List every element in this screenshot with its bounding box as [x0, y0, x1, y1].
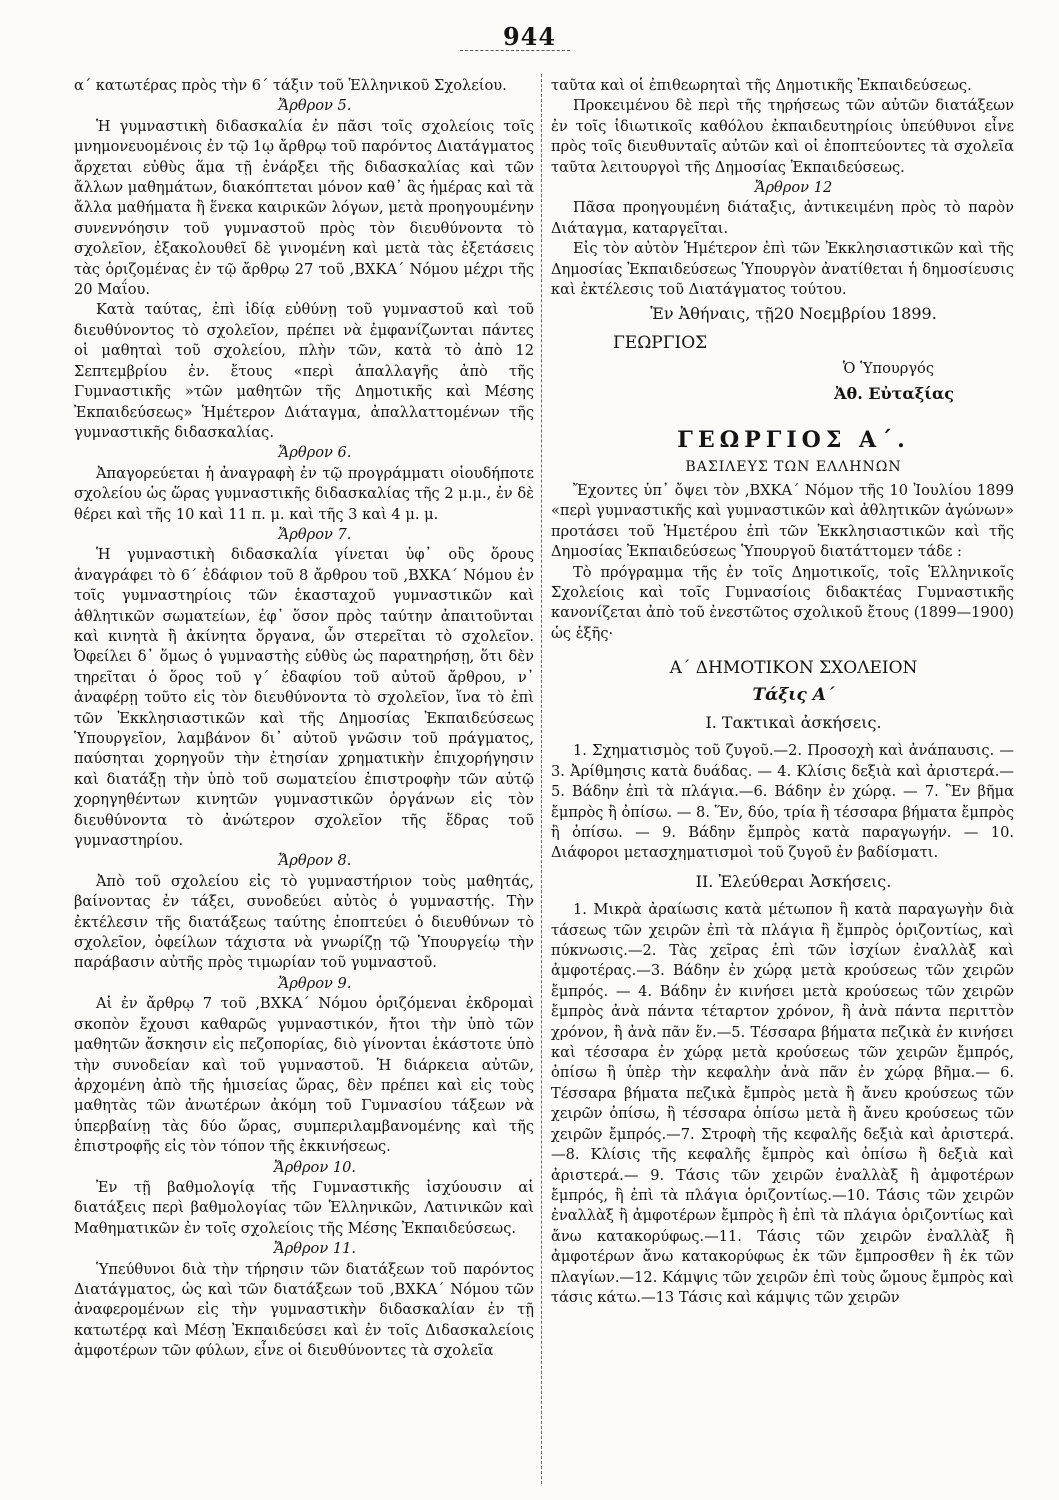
paragraph: Ἡ γυμναστικὴ διδασκαλία γίνεται ὑφ᾿ οὓς ὅρους ἀναγράφει τὸ 6΄ ἐδάφιον τοῦ 8 ἄρθρου τοῦ ,ΒΧΚΑ΄ Νόμου ἐν τοῖς γυμναστηρίοις τῶν ἑκασταχοῦ γυμναστικῶν καὶ ἀθλητικῶν σωματείων, ἐφ᾿ ὅσον πρὸς ταύτην ἀπαιτοῦνται καὶ κινητὰ ἢ ἀκίνητα ὄργανα, ὧν στερεῖται τὸ σχολεῖον. Ὀφείλει δ᾿ ὅμως ὁ γυμναστὴς εὐθὺς ὡς παρατηρήσῃ, ὅτι δὲν τηρεῖται ὁ ὅρος τοῦ γ΄ ἐδαφίου τοῦ αὐτοῦ ἄρθρου, ν᾿ ἀναφέρῃ τοῦτο εἰς τὸν διευθύνοντα τὸ σχολεῖον, ἵνα τὸ ἐπὶ τῶν Ἐκκλησιαστικῶν καὶ τῆς Δημοσίας Ἐκπαιδεύσεως Ὑπουργεῖον, λαμβάνον δι᾿ αὐτοῦ γνῶσιν τοῦ πράγματος, παύσηται χορηγοῦν τὴν ἐτησίαν χρηματικὴν ἐπιχορήγησιν καὶ διατάξῃ τὴν ὑπὸ τοῦ σωματείου ἐπιστροφὴν τῶν αὐτῷ χορηγηθέντων κινητῶν γυμναστικῶν ὀργάνων εἰς τὸν διευθύνοντα τὸ ἀνώτερον σχολεῖον τῆς ἕδρας τοῦ γυμναστηρίου. — [74, 546, 534, 850]
king-signature: ΓΕΩΡΓΙΟΣ — [613, 332, 708, 353]
section-heading-2: ΙΙ. Ἐλεύθεραι Ἀσκήσεις. — [695, 871, 892, 891]
paragraph: Πᾶσα προηγουμένη διάταξις, ἀντικειμένη πρὸς τὸ παρὸν Διάταγμα, καταργεῖται. — [551, 199, 1014, 237]
date-line: Ἐν Ἀθήναις, τῇ20 Νοεμβρίου 1899. — [650, 304, 937, 324]
left-column — [74, 76, 534, 1486]
paragraph: Ἀπαγορεύεται ἡ ἀναγραφὴ ἐν τῷ προγράμματι οἱουδήποτε σχολείου ὡς ὥρας γυμναστικῆς διδασκαλίας τῆς 2 μ.μ., ἐν δὲ θέρει καὶ τῆς 10 καὶ 11 π. μ. καὶ τῆς 3 καὶ 4 μ. μ. — [74, 464, 534, 523]
paragraph: Ἐν τῇ βαθμολογίᾳ τῆς Γυμναστικῆς ἰσχύουσιν αἱ διατάξεις περὶ βαθμολογίας τῶν Ἑλληνικῶν, Λατινικῶν καὶ Μαθηματικῶν ἐν τοῖς σχολείοις τῆς Μέσης Ἐκπαιδεύσεως. — [74, 1178, 534, 1237]
article-heading-12: Ἄρθρον 12 — [754, 179, 833, 197]
section-heading-1: Ι. Τακτικαὶ ἀσκήσεις. — [705, 712, 882, 732]
paragraph: Ὑπεύθυνοι διὰ τὴν τήρησιν τῶν διατάξεων τοῦ παρόντος Διατάγματος, ὡς καὶ τῶν διατάξεων τοῦ ,ΒΧΚΑ΄ Νόμου τῶν ἀναφερομένων εἰς τὴν γυμναστικὴν διδασκαλίαν ἐν τῇ κατωτέρᾳ καὶ Μέσῃ Ἐκπαιδεύσει καὶ ἐν τοῖς Διδασκαλείοις ἀμφοτέρων τῶν φύλων, εἶνε οἱ διευθύνοντες τὰ σχολεῖα — [74, 1260, 534, 1360]
minister-name: Ἀθ. Εὐταξίας — [834, 383, 954, 403]
minister-title: Ὁ Ὑπουργός — [842, 360, 934, 378]
paragraph: 1. Σχηματισμὸς τοῦ ζυγοῦ.—2. Προσοχὴ καὶ ἀνάπαυσις. — 3. Ἀρίθμησις κατὰ δυάδας. — 4. Κλίσις δεξιὰ καὶ ἀριστερά.—5. Βάδην ἐπὶ τὰ πλάγια.—6. Βάδην ἐν χώρᾳ. — 7. Ἓν βῆμα ἔμπρὸς ἢ ὀπίσω. — 8. Ἕν, δύο, τρία ἢ τέσσαρα βήματα ἔμπρὸς ἢ ὀπίσω. — 9. Βάδην ἔμπρὸς κατὰ παραγωγήν. — 10. Διάφοροι μετασχηματισμοὶ τοῦ ζυγοῦ ἐν βαδίσματι. — [551, 742, 1014, 862]
paragraph: ταῦτα καὶ οἱ ἐπιθεωρηταὶ τῆς Δημοτικῆς Ἐκπαιδεύσεως. — [551, 77, 972, 94]
paragraph: Ἔχοντες ὑπ᾿ ὄψει τὸν ,ΒΧΚΑ΄ Νόμον τῆς 10 Ἰουλίου 1899 «περὶ γυμναστικῆς καὶ γυμναστικῶν καὶ ἀθλητικῶν ἀγώνων» προτάσει τοῦ Ἡμετέρου ἐπὶ τῶν Ἐκκλησιαστικῶν καὶ τῆς Δημοσίας Ἐκπαιδεύσεως Ὑπουργοῦ διατάττομεν τάδε : — [551, 481, 1014, 561]
paragraph: Τὸ πρόγραμμα τῆς ἐν τοῖς Δημοτικοῖς, τοῖς Ἑλληνικοῖς Σχολείοις καὶ τοῖς Γυμνασίοις διδακτέας Γυμναστικῆς κανονίζεται ἀπὸ τοῦ ἐνεστῶτος σχολικοῦ ἔτους (1899—1900) ὡς ἑξῆς· — [551, 563, 1014, 642]
article-heading-6: Ἄρθρον 6. — [278, 444, 352, 462]
article-heading-10: Ἄρθρον 10. — [273, 1158, 357, 1176]
paragraph: Κατὰ ταύτας, ἐπὶ ἰδίᾳ εὐθύνῃ τοῦ γυμναστοῦ καὶ τοῦ διευθύνοντος τὸ σχολεῖον, πρέπει νὰ ἐμφανίζωνται πάντες οἱ μαθηταὶ τοῦ σχολείου, πλὴν τῶν, κατὰ τὸ ἀπὸ 12 Σεπτεμβρίου ἐν. ἔτους «περὶ ἀπαλλαγῆς ἀπὸ τῆς Γυμναστικῆς »τῶν μαθητῶν τῆς Δημοτικῆς καὶ Μέσης Ἐκπαιδεύσεως» Ἡμέτερον Διάταγμα, ἀπαλλαττομένων τῆς γυμναστικῆς διδασκαλίας. — [74, 301, 534, 441]
paragraph: Αἱ ἐν ἄρθρῳ 7 τοῦ ,ΒΧΚΑ΄ Νόμου ὁριζόμεναι ἐκδρομαὶ σκοπὸν ἔχουσι καθαρῶς γυμναστικόν, ἤτοι τὴν ὑπὸ τῶν μαθητῶν ἄσκησιν εἰς πεζοπορίας, διὸ γίνονται ἑκάστοτε ὑπὸ τὴν συνοδείαν καὶ τοῦ γυμναστοῦ. Ἡ διάρκεια αὐτῶν, ἀρχομένη ἀπὸ τῆς ἡμισείας ὥρας, δὲν πρέπει καὶ εἰς τοὺς μαθητὰς τῶν ἀνωτέρων ἀκόμη τοῦ Γυμνασίου τάξεων νὰ ὑπερβαίνῃ τὰς δύο ὥρας, συμπεριλαμβανομένης καὶ τῆς ἐπιστροφῆς εἰς τὸν τόπον τῆς ἐκκινήσεως. — [74, 995, 534, 1156]
paragraph: α΄ κατωτέρας πρὸς τὴν 6΄ τάξιν τοῦ Ἑλληνικοῦ Σχολείου. — [74, 77, 507, 94]
decree-subtitle: ΒΑΣΙΛΕΥΣ ΤΩΝ ΕΛΛΗΝΩΝ — [685, 458, 902, 475]
paragraph: Ἡ γυμναστικὴ διδασκαλία ἐν πᾶσι τοῖς σχολείοις τοῖς μνημονευομένοις ἐν τῷ 1ῳ ἄρθρῳ τοῦ παρόντος Διατάγματος ἄρχεται εὐθὺς ἅμα τῇ ἐνάρξει τῆς διδασκαλίας καὶ τῶν ἄλλων μαθημάτων, διακόπτεται μόνον καθ᾿ ἃς ἡμέρας καὶ τὰ ἄλλα μαθήματα ἢ ἕνεκα καιρικῶν λόγων, μετὰ προηγουμένην συνεννόησιν τοῦ γυμναστοῦ πρὸς τὸν διευθύνοντα τὸ σχολεῖον, ἐξακολουθεῖ δὲ γινομένη καὶ μετὰ τὰς ἐξετάσεις τὰς ὁριζομένας ἐν τῷ ἄρθρῳ 27 τοῦ ,ΒΧΚΑ΄ Νόμου μέχρι τῆς 20 Μαΐου. — [74, 117, 534, 299]
class-heading: Τάξις Α΄ — [752, 684, 835, 705]
right-column — [551, 76, 1014, 1486]
paragraph: Προκειμένου δὲ περὶ τῆς τηρήσεως τῶν αὐτῶν διατάξεων ἐν τοῖς ἰδιωτικοῖς καθόλου ἐκπαιδευτηρίοις ὑπεύθυνοι εἶνε πρὸς τοῖς διευθυνταῖς αὐτῶν καὶ οἱ ἐποπτεύοντες τὰ σχολεῖα ταῦτα λειτουργοὶ τῆς Δημοσίας Ἐκπαιδεύσεως. — [551, 97, 1014, 176]
paragraph: 1. Μικρὰ ἀραίωσις κατὰ μέτωπον ἢ κατὰ παραγωγὴν διὰ τάσεως τῶν χειρῶν ἐπὶ τὰ πλάγια ἢ ἔμπρὸς ὁριζοντίως, καὶ πύκνωσις.—2. Τὰς χεῖρας ἐπὶ τῶν ἰσχίων ἐναλλὰξ καὶ ἀμφοτέρας.—3. Βάδην ἐν χώρᾳ μετὰ κρούσεως τῶν χειρῶν ἔμπρός. — 4. Βάδην ἐν κινήσει μετὰ κρούσεως τῶν χειρῶν ἔμπρὸς ἀνὰ πάντα τέταρτον χρόνον, ἢ ἀνὰ πάντα περιττὸν χρόνον, ἢ ἀνὰ πᾶν ἕν.—5. Τέσσαρα βήματα πεζικὰ ἐν κινήσει καὶ τέσσαρα ἐν χώρᾳ μετὰ κρούσεως τῶν χειρῶν ἔμπρός, ὀπίσω ἢ ὑπὲρ τὴν κεφαλὴν ἀνὰ πᾶν ἐν χώρᾳ βῆμα.— 6. Τέσσαρα βήματα πεζικὰ ἔμπρὸς μετὰ ἢ ἄνευ κρούσεως τῶν χειρῶν ὀπίσω, ἢ τέσσαρα ὀπίσω μετὰ ἢ ἄνευ κρούσεως τῶν χειρῶν ἔμπρός.—7. Στροφὴ τῆς κεφαλῆς δεξιὰ καὶ ἀριστερά.—8. Κλίσις τῆς κεφαλῆς ἔμπρὸς καὶ ὀπίσω ἢ δεξιὰ καὶ ἀριστερά.— 9. Τάσις τῶν χειρῶν ἐναλλὰξ ἢ ἀμφοτέρων ἔμπρός, ἢ ἐπὶ τὰ πλάγια ὁριζοντίως.—10. Τάσις τῶν χειρῶν ἐναλλὰξ ἢ ἀμφοτέρων ἔμπρὸς ἢ ἐπὶ τὰ πλάγια ὁριζοντίως καὶ ἄνω κατακορύφως.—11. Τάσις τῶν χειρῶν ἐναλλὰξ ἢ ἀμφοτέρων ἄνω κατακορύφως ἐκ τῶν ἔμπροσθεν ἢ ἐκ τῶν πλαγίων.—12. Κάμψις τῶν χειρῶν ἐπὶ τοὺς ὤμους ἔμπρὸς καὶ τάσις κάτω.—13 Τάσις καὶ κάμψις τῶν χειρῶν — [551, 901, 1014, 1306]
school-heading: Α΄ ΔΗΜΟΤΙΚΟΝ ΣΧΟΛΕΙΟΝ — [669, 658, 918, 679]
paragraph: Ἀπὸ τοῦ σχολείου εἰς τὸ γυμναστήριον τοὺς μαθητάς, βαίνοντας ἐν τάξει, συνοδεύει αὐτὸς ὁ γυμναστής. Τὴν ἐκτέλεσιν τῆς διατάξεως ταύτης ἐποπτεύει ὁ διευθύνων τὸ σχολεῖον, ὀφείλων τάχιστα νὰ γνωρίζῃ τῷ Ὑπουργείῳ τὴν παράβασιν αὐτῆς πρὸς τιμωρίαν τοῦ γυμναστοῦ. — [74, 872, 534, 972]
page-number: 944 — [502, 22, 557, 51]
article-heading-11: Ἄρθρον 11. — [273, 1240, 357, 1258]
article-heading-5: Ἄρθρον 5. — [278, 97, 352, 115]
article-heading-8: Ἄρθρον 8. — [278, 852, 352, 870]
article-heading-7: Ἄρθρον 7. — [278, 525, 352, 543]
decree-title: ΓΕΩΡΓΙΟΣ Α΄. — [677, 427, 910, 454]
column-divider — [541, 74, 542, 1484]
paragraph: Εἰς τὸν αὐτὸν Ἡμέτερον ἐπὶ τῶν Ἐκκλησιαστικῶν καὶ τῆς Δημοσίας Ἐκπαιδεύσεως Ὑπουργὸν ἀνατίθεται ἡ δημοσίευσις καὶ ἐκτέλεσις τοῦ Διατάγματος τούτου. — [551, 240, 1014, 299]
article-heading-9: Ἄρθρον 9. — [278, 974, 352, 992]
top-rule — [460, 50, 570, 51]
